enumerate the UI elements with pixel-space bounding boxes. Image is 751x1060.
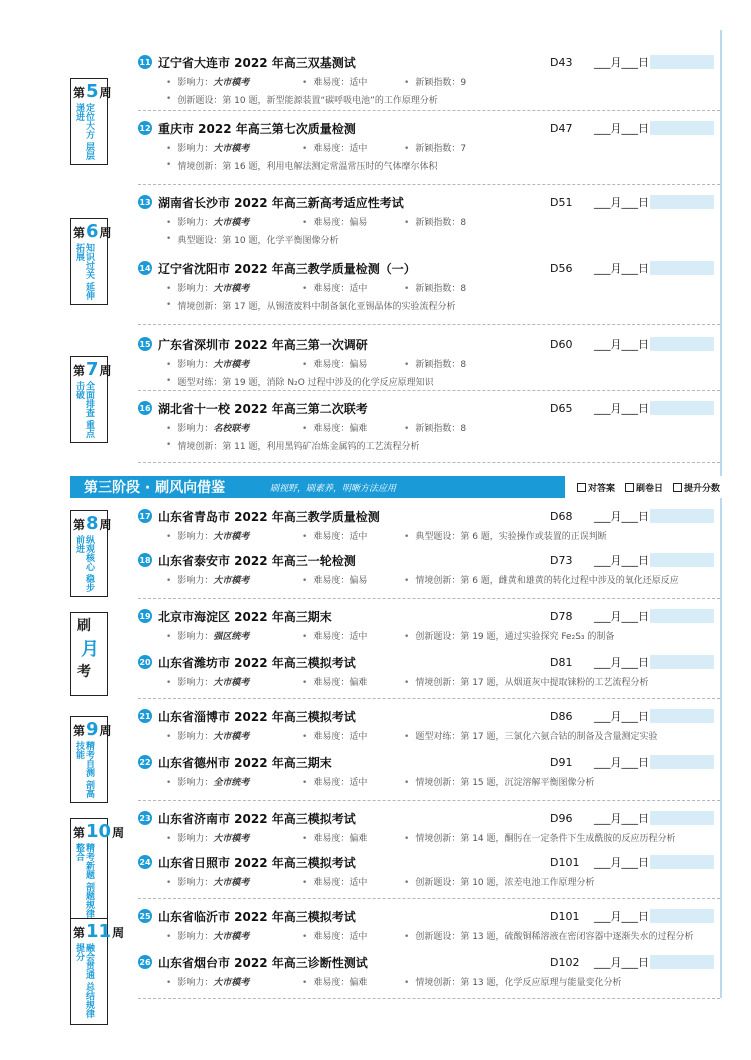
meta-field: • 影响力：强区统考 [166, 631, 250, 642]
date-field[interactable]: ___月___日 [594, 610, 649, 623]
date-field[interactable]: ___月___日 [594, 956, 649, 969]
entry-note: 题型对练：第 19 题，消除 N₂O 过程中涉及的化学反应原理知识 [177, 377, 434, 388]
meta-field: • 难易度：适中 [302, 931, 368, 942]
entry-number: 14 [138, 261, 152, 275]
date-field[interactable]: ___月___日 [594, 910, 649, 923]
divider [138, 390, 720, 391]
month-exam-badge: 刷 月 考 [70, 612, 108, 696]
date-field[interactable]: ___月___日 [594, 338, 649, 351]
exam-entry [138, 808, 728, 846]
bullet: • [302, 931, 308, 942]
entry-note: 典型题设：第 10 题，化学平衡图像分析 [177, 235, 339, 246]
bullet: • [166, 160, 172, 170]
divider [138, 800, 720, 801]
date-field[interactable]: ___月___日 [594, 856, 649, 869]
meta-field: • 影响力：大市模考 [166, 575, 250, 586]
bullet: • [302, 77, 308, 88]
meta-field: • 新颖指数：8 [404, 423, 467, 434]
exam-entry [138, 906, 728, 944]
score-box[interactable] [650, 121, 714, 135]
meta-field: • 创新题设：第 13 题，硫酸铜稀溶液在密闭容器中逐渐失水的过程分析 [404, 931, 694, 942]
exam-entry [138, 652, 728, 690]
exam-entry [138, 952, 728, 990]
date-field[interactable]: ___月___日 [594, 656, 649, 669]
bullet: • [166, 833, 172, 844]
score-box[interactable] [650, 553, 714, 567]
bullet: • [404, 77, 410, 88]
bullet: • [166, 977, 172, 988]
page-code: D65 [550, 401, 573, 415]
bullet: • [302, 977, 308, 988]
date-field[interactable]: ___月___日 [594, 262, 649, 275]
bullet: • [404, 531, 410, 542]
divider [138, 110, 720, 111]
divider [138, 898, 720, 899]
score-box[interactable] [650, 855, 714, 869]
meta-field: • 情境创新：第 17 题，从烟道灰中提取铼粉的工艺流程分析 [404, 677, 649, 688]
bullet: • [302, 531, 308, 542]
exam-entry [138, 334, 728, 390]
entry-number: 26 [138, 955, 152, 969]
score-box[interactable] [650, 195, 714, 209]
score-box[interactable] [650, 609, 714, 623]
meta-field: • 影响力：大市模考 [166, 143, 250, 154]
meta-field: • 影响力：大市模考 [166, 731, 250, 742]
meta-field: • 影响力：大市模考 [166, 217, 250, 228]
meta-field: • 影响力：名校联考 [166, 423, 250, 434]
exam-entry [138, 398, 728, 454]
exam-entry [138, 606, 728, 644]
bullet: • [302, 731, 308, 742]
meta-field: • 难易度：适中 [302, 143, 368, 154]
entry-title: 山东省青岛市 2022 年高三教学质量检测 [158, 509, 380, 524]
meta-field: • 难易度：偏难 [302, 677, 368, 688]
score-box[interactable] [650, 55, 714, 69]
page-code: D78 [550, 609, 573, 623]
bullet: • [302, 575, 308, 586]
entry-title: 山东省泰安市 2022 年高三一轮检测 [158, 553, 356, 568]
bullet: • [404, 777, 410, 788]
entry-title: 北京市海淀区 2022 年高三期末 [158, 609, 332, 624]
meta-field: • 新颖指数：8 [404, 359, 467, 370]
entry-title: 重庆市 2022 年高三第七次质量检测 [158, 121, 356, 136]
score-box[interactable] [650, 655, 714, 669]
entry-note: 情境创新：第 11 题，利用黑钨矿冶炼金属钨的工艺流程分析 [177, 441, 420, 452]
score-box[interactable] [650, 509, 714, 523]
bullet: • [166, 94, 172, 104]
date-field[interactable]: ___月___日 [594, 402, 649, 415]
meta-field: • 难易度：适中 [302, 731, 368, 742]
entry-title: 辽宁省沈阳市 2022 年高三教学质量检测（一） [158, 261, 416, 276]
meta-field: • 影响力：全市统考 [166, 777, 250, 788]
entry-number: 20 [138, 655, 152, 669]
meta-field: • 影响力：大市模考 [166, 283, 250, 294]
entry-title: 湖北省十一校 2022 年高三第二次联考 [158, 401, 368, 416]
score-box[interactable] [650, 811, 714, 825]
meta-field: • 难易度：适中 [302, 631, 368, 642]
week-subtitle: 定位大方 层层递进 [74, 103, 94, 161]
week-badge-11: 第 11 周 融会贯通 总结规律 提分 [70, 918, 108, 1025]
exam-day-action[interactable]: 刷卷日 [625, 481, 663, 494]
bullet: • [166, 777, 172, 788]
page-code: D47 [550, 121, 573, 135]
week-badge-7: 第 7 周 全面排查 重点击破 [70, 356, 108, 443]
meta-field: • 影响力：大市模考 [166, 877, 250, 888]
calendar-icon [625, 483, 634, 492]
meta-field: • 创新题设：第 10 题，浓差电池工作原理分析 [404, 877, 595, 888]
meta-field: • 新颖指数：9 [404, 77, 467, 88]
meta-field: • 难易度：偏易 [302, 359, 368, 370]
stage-header [70, 476, 730, 498]
week-subtitle: 精考自测 剖高技能 [74, 741, 94, 799]
meta-field: • 新颖指数：8 [404, 283, 467, 294]
bullet: • [404, 833, 410, 844]
week-badge-10: 第 10 周 精考新题 剖题规律 整合 [70, 818, 108, 925]
entry-number: 11 [138, 55, 152, 69]
bullet: • [166, 423, 172, 434]
meta-field: • 难易度：适中 [302, 777, 368, 788]
entry-number: 25 [138, 909, 152, 923]
entry-number: 23 [138, 811, 152, 825]
bullet: • [166, 376, 172, 386]
bullet: • [166, 440, 172, 450]
bullet: • [166, 731, 172, 742]
meta-field: • 难易度：偏易 [302, 217, 368, 228]
date-field[interactable]: ___月___日 [594, 510, 649, 523]
page-code: D81 [550, 655, 573, 669]
checkbox-icon [577, 483, 586, 492]
meta-field: • 难易度：适中 [302, 877, 368, 888]
entry-number: 17 [138, 509, 152, 523]
entry-title: 山东省济南市 2022 年高三模拟考试 [158, 811, 356, 826]
entry-title: 山东省德州市 2022 年高三期末 [158, 755, 332, 770]
bullet: • [166, 531, 172, 542]
week-subtitle: 知识过关 延伸拓展 [74, 243, 94, 301]
bullet: • [302, 359, 308, 370]
date-field[interactable]: ___月___日 [594, 710, 649, 723]
entry-number: 16 [138, 401, 152, 415]
bullet: • [404, 877, 410, 888]
week-badge-6: 第 6 周 知识过关 延伸拓展 [70, 218, 108, 305]
stage-motto: 刷视野，刷素养，明晰方法应用 [270, 483, 397, 494]
divider [138, 462, 720, 463]
week-badge-9: 第 9 周 精考自测 剖高技能 [70, 716, 108, 803]
entry-title: 山东省烟台市 2022 年高三诊断性测试 [158, 955, 368, 970]
entry-note: 情境创新：第 16 题，利用电解法测定常温常压时的气体摩尔体积 [177, 161, 438, 172]
stage-actions [565, 476, 730, 498]
page-code: D101 [550, 855, 580, 869]
score-box[interactable] [650, 401, 714, 415]
week-subtitle: 纵观核心 稳步前进 [74, 535, 94, 593]
entry-number: 24 [138, 855, 152, 869]
page-code: D102 [550, 955, 580, 969]
bullet: • [302, 777, 308, 788]
divider [138, 184, 720, 185]
bar-chart-icon [673, 483, 682, 492]
entry-title: 山东省淄博市 2022 年高三模拟考试 [158, 709, 356, 724]
meta-field: • 难易度：偏难 [302, 423, 368, 434]
meta-field: • 难易度：偏难 [302, 977, 368, 988]
page-code: D43 [550, 55, 573, 69]
date-field[interactable]: ___月___日 [594, 554, 649, 567]
meta-field: • 新颖指数：8 [404, 217, 467, 228]
date-field[interactable]: ___月___日 [594, 756, 649, 769]
exam-entry [138, 506, 728, 544]
divider [138, 998, 720, 999]
entry-number: 21 [138, 709, 152, 723]
date-field[interactable]: ___月___日 [594, 56, 649, 69]
entry-number: 22 [138, 755, 152, 769]
meta-field: • 难易度：适中 [302, 531, 368, 542]
meta-field: • 创新题设：第 19 题，通过实验探究 Fe₂S₃ 的制备 [404, 631, 615, 642]
bullet: • [166, 631, 172, 642]
entry-title: 山东省潍坊市 2022 年高三模拟考试 [158, 655, 356, 670]
divider [138, 324, 720, 325]
entry-title: 山东省日照市 2022 年高三模拟考试 [158, 855, 356, 870]
meta-field: • 难易度：偏难 [302, 833, 368, 844]
week-subtitle: 全面排查 重点击破 [74, 381, 94, 439]
bullet: • [166, 217, 172, 228]
meta-field: • 难易度：偏易 [302, 575, 368, 586]
bullet: • [302, 217, 308, 228]
page-code: D73 [550, 553, 573, 567]
page-code: D96 [550, 811, 573, 825]
meta-field: • 影响力：大市模考 [166, 359, 250, 370]
meta-field: • 影响力：大市模考 [166, 931, 250, 942]
bullet: • [166, 931, 172, 942]
score-box[interactable] [650, 909, 714, 923]
entry-title: 山东省临沂市 2022 年高三模拟考试 [158, 909, 356, 924]
bullet: • [302, 631, 308, 642]
bullet: • [166, 77, 172, 88]
meta-field: • 题型对练：第 17 题，三氯化六氨合钴的制备及含量测定实验 [404, 731, 658, 742]
date-field[interactable]: ___月___日 [594, 812, 649, 825]
exam-entry [138, 752, 728, 790]
exam-entry [138, 258, 728, 314]
page-code: D101 [550, 909, 580, 923]
meta-field: • 影响力：大市模考 [166, 531, 250, 542]
entry-number: 19 [138, 609, 152, 623]
score-box[interactable] [650, 261, 714, 275]
bullet: • [404, 217, 410, 228]
date-field[interactable]: ___月___日 [594, 196, 649, 209]
entry-note: 创新题设：第 10 题，新型能源装置“碳呼吸电池”的工作原理分析 [177, 95, 438, 106]
bullet: • [166, 143, 172, 154]
meta-field: • 影响力：大市模考 [166, 77, 250, 88]
bullet: • [302, 833, 308, 844]
entry-title: 广东省深圳市 2022 年高三第一次调研 [158, 337, 368, 352]
entry-number: 15 [138, 337, 152, 351]
exam-entry [138, 52, 728, 108]
date-field[interactable]: ___月___日 [594, 122, 649, 135]
exam-entry [138, 706, 728, 744]
entry-number: 18 [138, 553, 152, 567]
bullet: • [166, 575, 172, 586]
exam-entry [138, 550, 728, 588]
page-code: D51 [550, 195, 573, 209]
improve-score-action[interactable]: 提升分数 [673, 481, 720, 494]
bullet: • [166, 300, 172, 310]
divider [138, 698, 720, 699]
bullet: • [166, 359, 172, 370]
exam-entry [138, 192, 728, 248]
bullet: • [302, 283, 308, 294]
stage-title: 第三阶段 · 刷风向借鉴 [84, 480, 226, 496]
entry-note: 情境创新：第 17 题，从锡渣废料中制备氯化亚锡晶体的实验流程分析 [177, 301, 456, 312]
bullet: • [404, 677, 410, 688]
bullet: • [166, 877, 172, 888]
meta-field: • 典型题设：第 6 题，实验操作或装置的正误判断 [404, 531, 607, 542]
bullet: • [404, 575, 410, 586]
page-code: D86 [550, 709, 573, 723]
bullet: • [166, 234, 172, 244]
meta-field: • 情境创新：第 6 题，雌黄和雄黄的转化过程中涉及的氧化还原反应 [404, 575, 679, 586]
page-code: D60 [550, 337, 573, 351]
bullet: • [302, 143, 308, 154]
meta-field: • 影响力：大市模考 [166, 977, 250, 988]
entry-number: 12 [138, 121, 152, 135]
exam-entry [138, 852, 728, 890]
entry-title: 湖南省长沙市 2022 年高三新高考适应性考试 [158, 195, 404, 210]
page-code: D91 [550, 755, 573, 769]
meta-field: • 影响力：大市模考 [166, 677, 250, 688]
entry-number: 13 [138, 195, 152, 209]
check-answers-action[interactable]: 对答案 [577, 481, 615, 494]
divider [138, 598, 720, 599]
bullet: • [404, 731, 410, 742]
bullet: • [404, 283, 410, 294]
entry-title: 辽宁省大连市 2022 年高三双基测试 [158, 55, 356, 70]
bullet: • [166, 283, 172, 294]
meta-field: • 新颖指数：7 [404, 143, 467, 154]
bullet: • [404, 977, 410, 988]
bullet: • [302, 423, 308, 434]
bullet: • [404, 631, 410, 642]
meta-field: • 难易度：适中 [302, 77, 368, 88]
score-box[interactable] [650, 755, 714, 769]
bullet: • [404, 423, 410, 434]
bullet: • [404, 931, 410, 942]
bullet: • [404, 359, 410, 370]
exam-entry [138, 118, 728, 174]
page-code: D56 [550, 261, 573, 275]
week-badge-5: 第 5 周 定位大方 层层递进 [70, 78, 108, 165]
meta-field: • 难易度：适中 [302, 283, 368, 294]
week-badge-8: 第 8 周 纵观核心 稳步前进 [70, 510, 108, 597]
bullet: • [302, 877, 308, 888]
week-subtitle: 精考新题 剖题规律 整合 [74, 843, 94, 919]
meta-field: • 情境创新：第 13 题，化学反应原理与能量变化分析 [404, 977, 622, 988]
meta-field: • 情境创新：第 15 题，沉淀溶解平衡图像分析 [404, 777, 595, 788]
bullet: • [166, 677, 172, 688]
score-box[interactable] [650, 709, 714, 723]
bullet: • [302, 677, 308, 688]
week-subtitle: 融会贯通 总结规律 提分 [74, 943, 94, 1019]
page-code: D68 [550, 509, 573, 523]
bullet: • [404, 143, 410, 154]
meta-field: • 影响力：大市模考 [166, 833, 250, 844]
score-box[interactable] [650, 955, 714, 969]
score-box[interactable] [650, 337, 714, 351]
meta-field: • 情境创新：第 14 题，酮肟在一定条件下生成酰胺的反应历程分析 [404, 833, 676, 844]
